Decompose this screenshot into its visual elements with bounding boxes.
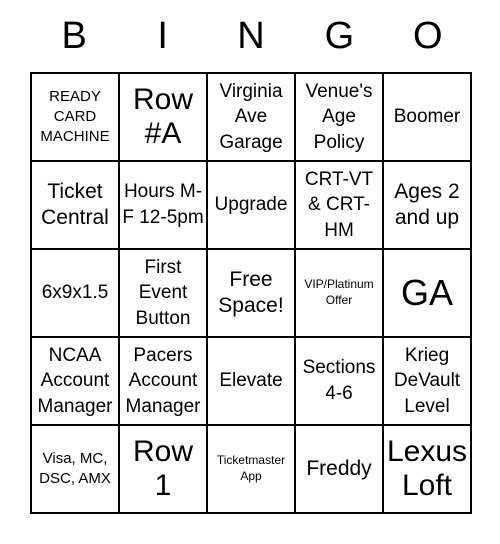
bingo-cell[interactable]: Virginia Ave Garage — [207, 73, 295, 161]
header-letter-b: B — [61, 14, 87, 57]
bingo-cell[interactable]: Ages 2 and up — [383, 161, 471, 249]
bingo-cell[interactable]: Venue's Age Policy — [295, 73, 383, 161]
bingo-cell[interactable]: Hours M-F 12-5pm — [119, 161, 207, 249]
bingo-cell[interactable]: Row #A — [119, 73, 207, 161]
bingo-cell[interactable]: 6x9x1.5 — [31, 249, 119, 337]
bingo-cell[interactable]: GA — [383, 249, 471, 337]
bingo-cell[interactable]: Krieg DeVault Level — [383, 337, 471, 425]
bingo-cell[interactable]: CRT-VT & CRT-HM — [295, 161, 383, 249]
bingo-cell[interactable]: Ticketmaster App — [207, 425, 295, 513]
bingo-header — [30, 0, 472, 72]
bingo-cell[interactable]: NCAA Account Manager — [31, 337, 119, 425]
bingo-cell[interactable]: Boomer — [383, 73, 471, 161]
header-letter-o: O — [413, 14, 443, 57]
bingo-cell[interactable]: Upgrade — [207, 161, 295, 249]
bingo-cell[interactable]: Ticket Central — [31, 161, 119, 249]
header-letter-i: I — [157, 14, 168, 57]
header-letter-g: G — [324, 14, 355, 57]
bingo-cell[interactable]: Visa, MC, DSC, AMX — [31, 425, 119, 513]
bingo-cell[interactable]: Sections 4-6 — [295, 337, 383, 425]
header-letter-n: N — [237, 14, 265, 57]
bingo-cell[interactable]: Freddy — [295, 425, 383, 513]
bingo-cell[interactable]: VIP/Platinum Offer — [295, 249, 383, 337]
bingo-cell[interactable]: First Event Button — [119, 249, 207, 337]
free-space-cell[interactable]: Free Space! — [207, 249, 295, 337]
bingo-cell[interactable]: Pacers Account Manager — [119, 337, 207, 425]
bingo-cell[interactable]: Row 1 — [119, 425, 207, 513]
bingo-cell[interactable]: READY CARD MACHINE — [31, 73, 119, 161]
bingo-grid — [30, 72, 472, 514]
bingo-cell[interactable]: Lexus Loft — [383, 425, 471, 513]
bingo-cell[interactable]: Elevate — [207, 337, 295, 425]
